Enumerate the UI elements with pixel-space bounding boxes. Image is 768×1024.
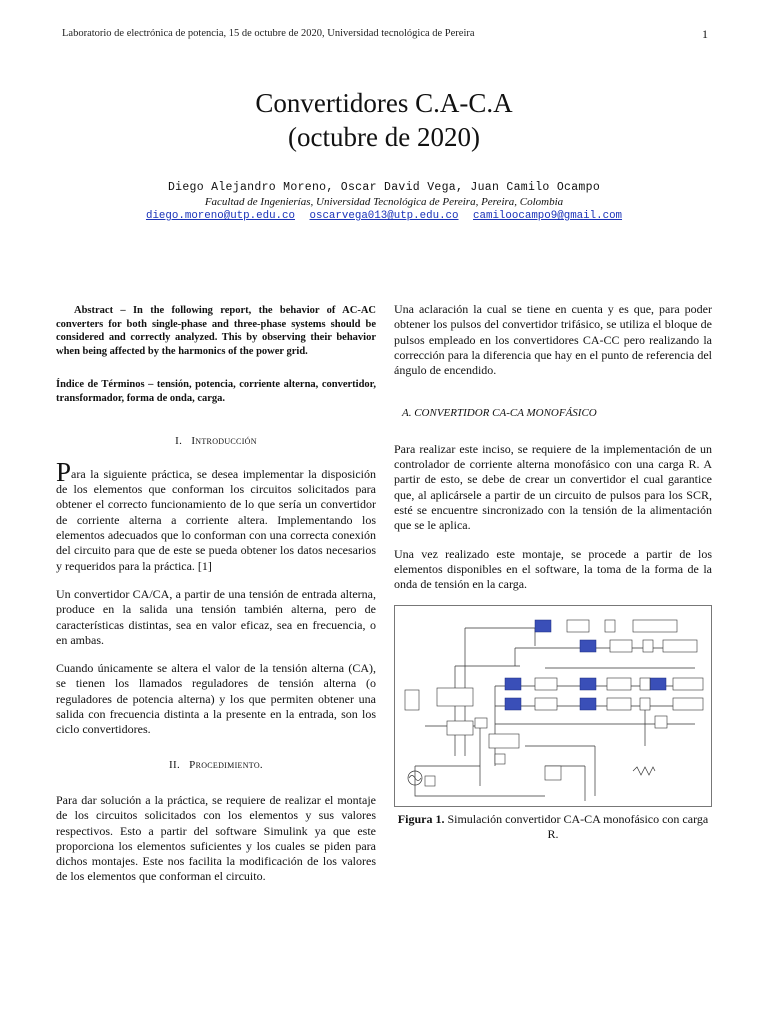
email-link-2[interactable]: oscarvega013@utp.edu.co xyxy=(309,210,459,222)
abstract: Abstract – In the following report, the behavior of AC-AC converters for both single-phase and three-phase systems should be considered and correctly analyzed. This by observing their behavior when being affected by the harmonics of the power grid. xyxy=(56,305,376,357)
authors: Diego Alejandro Moreno, Oscar David Vega, Juan Camilo Ocampo xyxy=(167,181,601,194)
caption-label: Figura 1. xyxy=(397,812,445,827)
section-number: I. xyxy=(175,434,183,447)
right-paragraph-2: Para realizar este inciso, se requiere de la implementación de un controlador de corriente alterna monofásico con una carga R. A partir de esto, se debe de crear un convertidor el cual garantice que, al aplicársele a partir de un circuito de pulsos para los SCR, esté se encuentre sincronizado con la tensión de la alimentación que se le aplica. xyxy=(394,441,712,533)
intro-paragraph-2: Un convertidor CA/CA, a partir de una tensión de entrada alterna, produce en la salida una tensión también alterna, pero de características distintas, sea en valor eficaz, sea en frecuencia, o en ambas. xyxy=(56,586,376,647)
section-number: II. xyxy=(169,758,180,771)
subsection-heading-a: A. CONVERTIDOR CA-CA MONOFÁSICO xyxy=(402,407,597,420)
figure-caption xyxy=(394,812,712,842)
paper-title xyxy=(0,86,768,154)
section-title: Introducción xyxy=(191,434,257,447)
section-heading-procedure xyxy=(56,758,376,773)
section-heading-introduction xyxy=(56,434,376,449)
intro-paragraph-1-text: ara la siguiente práctica, se desea implementar la disposición de los elementos que conforman los circuitos solicitados para obtener el correcto funcionamiento de lo que sería un convertidor de corriente alterna a corriente altera. Implementando los elementos adecuados que lo conforman con una correcta conexión del circuito para que de este se pueda obtener los datos necesarios y requeridos para la práctica. [1] xyxy=(56,466,376,573)
email-list xyxy=(0,210,768,222)
simulink-diagram-image xyxy=(395,606,711,806)
procedure-paragraph-1: Para dar solución a la práctica, se requiere de realizar el montaje de los circuitos solicitados con los elementos y sus valores respectivos. Esto a partir del software Simulink ya que este proporciona los elementos suficientes y los cuales se piden para dichos montajes. Este nos facilita la modificación de los valores de los elementos que conforman el circuito. xyxy=(56,792,376,884)
right-column xyxy=(394,302,712,842)
drop-cap: P xyxy=(56,456,72,487)
figure-simulink-diagram xyxy=(394,605,712,807)
right-paragraph-3: Una vez realizado este montaje, se procede a partir de los elementos disponibles en el software, la toma de la forma de la onda de tensión en la carga. xyxy=(394,546,712,592)
running-head: Laboratorio de electrónica de potencia, 15 de octubre de 2020, Universidad tecnológica de Pereira xyxy=(62,28,475,39)
intro-paragraph-3: Cuando únicamente se altera el valor de la tensión alterna (CA), se tienen los llamados reguladores de tensión alterna (o reguladores de potencia alterna) y los que permiten obtener una salida con frecuencia distinta a la presente en la entrada, son los ciclo convertidores. xyxy=(56,661,376,737)
title-line-1: Convertidores C.A-C.A xyxy=(255,88,513,118)
right-paragraph-1: Una aclaración la cual se tiene en cuenta y es que, para poder obtener los pulsos del convertidor trifásico, se utiliza el bloque de pulsos empleado en los convertidores CA-CC pero realizando la corrección para la diferencia que hay en el punto de referencia del ángulo de encendido. xyxy=(394,302,712,378)
section-title: Procedimiento. xyxy=(189,758,263,771)
email-link-1[interactable]: diego.moreno@utp.edu.co xyxy=(145,210,295,222)
email-link-3[interactable]: camiloocampo9@gmail.com xyxy=(473,210,623,222)
caption-text: Simulación convertidor CA-CA monofásico con carga R. xyxy=(444,812,709,842)
index-terms: Índice de Términos – tensión, potencia, corriente alterna, convertidor, transformador, forma de onda, carga. xyxy=(56,379,376,404)
affiliation: Facultad de Ingenierías, Universidad Tecnológica de Pereira, Pereira, Colombia xyxy=(204,196,564,208)
page-number: 1 xyxy=(702,27,708,41)
title-line-2: (octubre de 2020) xyxy=(288,122,480,152)
intro-paragraph-1 xyxy=(56,456,376,574)
left-column xyxy=(56,304,376,898)
